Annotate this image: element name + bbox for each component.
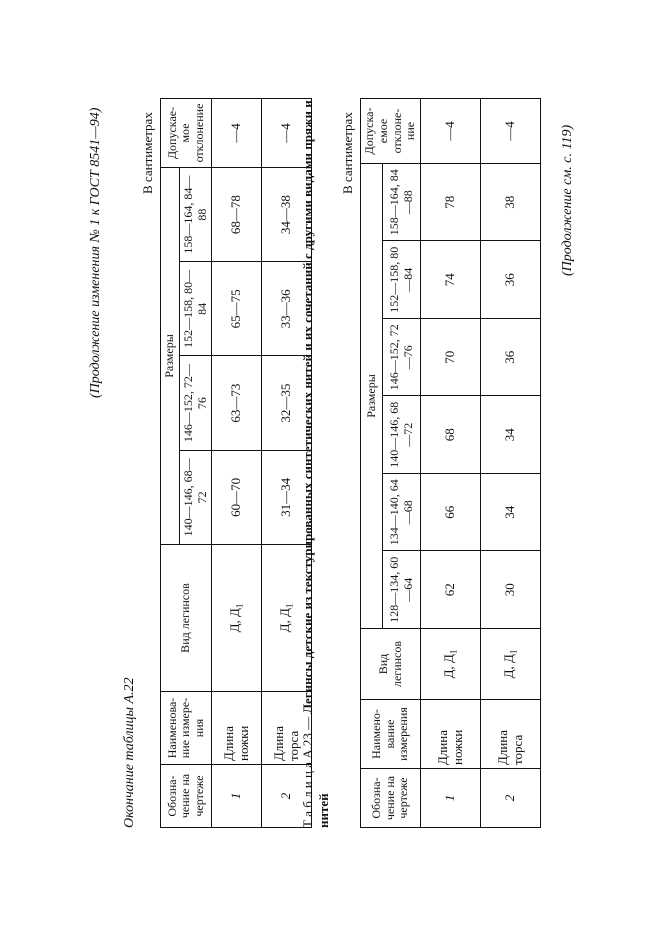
t2-r1-v1: 34 <box>481 474 541 552</box>
table-row <box>421 99 481 828</box>
t1-col-sizes: Размеры <box>161 168 180 545</box>
t1-r1-name: Длина торса <box>262 692 312 765</box>
t2-r0-num: 1 <box>421 769 481 828</box>
table-a23 <box>360 98 541 828</box>
t2-r1-v4: 36 <box>481 241 541 319</box>
t2-col-name: Наимено-вание измерения <box>361 700 421 769</box>
t2-size-1: 134—140, 64—68 <box>383 474 421 552</box>
table-row <box>481 99 541 828</box>
t2-r0-v2: 68 <box>421 396 481 474</box>
header-continuation: (Продолжение изменения № 1 к ГОСТ 8541—94) <box>88 107 103 398</box>
t1-r0-type-sub: 1 <box>235 603 246 609</box>
t2-r0-name: Длина ножки <box>421 700 481 769</box>
t1-r0-num: 1 <box>212 765 262 828</box>
t2-r1-v5: 38 <box>481 164 541 242</box>
footer-continuation: (Продолжение см. с. 119) <box>560 124 575 276</box>
t1-r0-type: Д, Д <box>227 608 243 633</box>
t2-r1-v2: 34 <box>481 396 541 474</box>
t1-r0-v2: 65—75 <box>212 262 262 356</box>
t2-r1-v0: 30 <box>481 551 541 629</box>
t2-r1-num: 2 <box>481 769 541 828</box>
t1-r1-v2: 33—36 <box>262 262 312 356</box>
t2-r0-type: Д, Д <box>441 654 457 679</box>
t2-r1-type: Д, Д <box>501 654 517 679</box>
t2-size-0: 128—134, 60—64 <box>383 551 421 629</box>
t2-size-4: 152—158, 80—84 <box>383 241 421 319</box>
t2-col-tolerance: Допуска-емое отклоне-ние <box>361 99 421 164</box>
table2-caption-prefix: Т а б л и ц а А.23 — <box>300 716 315 828</box>
t2-r0-v1: 66 <box>421 474 481 552</box>
t2-col-sizes: Размеры <box>361 164 383 629</box>
t2-r0-type-cell <box>421 629 481 700</box>
t2-r0-v4: 74 <box>421 241 481 319</box>
t2-size-5: 158—164, 84—88 <box>383 164 421 242</box>
t1-r0-v1: 63—73 <box>212 356 262 450</box>
t2-r0-tol: —4 <box>421 99 481 164</box>
t1-r0-v0: 60—70 <box>212 450 262 544</box>
table2-caption <box>300 98 332 828</box>
t2-size-3: 146—152, 72—76 <box>383 319 421 397</box>
t1-size-3: 158—164, 84—88 <box>179 168 212 262</box>
table1-unit: В сантиметрах <box>140 112 155 194</box>
t1-r0-v3: 68—78 <box>212 168 262 262</box>
t1-r0-type-cell <box>212 545 262 692</box>
t2-r1-type-cell <box>481 629 541 700</box>
table1-end-label: Окончание таблицы А.22 <box>122 677 137 828</box>
t2-r1-v3: 36 <box>481 319 541 397</box>
t1-r1-tol: —4 <box>262 99 312 168</box>
t1-size-1: 146—152, 72—76 <box>179 356 212 450</box>
t2-size-2: 140—146, 68—72 <box>383 396 421 474</box>
t1-r1-type-sub: 1 <box>285 603 296 609</box>
t1-size-2: 152—158, 80—84 <box>179 262 212 356</box>
t2-r0-type-sub: 1 <box>448 649 459 655</box>
t1-col-designation: Обозна-чение на чертеже <box>161 765 212 828</box>
t2-r1-type-sub: 1 <box>508 649 519 655</box>
t1-r1-v0: 31—34 <box>262 450 312 544</box>
t1-col-name: Наименова-ние измере-ния <box>161 692 212 765</box>
t2-col-type: Вид легинсов <box>361 629 421 700</box>
t1-col-type: Вид легинсов <box>161 545 212 692</box>
t2-r0-v0: 62 <box>421 551 481 629</box>
t1-r1-v3: 34—38 <box>262 168 312 262</box>
t1-r1-type: Д, Д <box>277 608 293 633</box>
table-row <box>212 99 262 828</box>
t1-r1-num: 2 <box>262 765 312 828</box>
t1-r1-v1: 32—35 <box>262 356 312 450</box>
t1-r0-name: Длина ножки <box>212 692 262 765</box>
t2-r1-tol: —4 <box>481 99 541 164</box>
t1-size-0: 140—146, 68—72 <box>179 450 212 544</box>
t1-r0-tol: —4 <box>212 99 262 168</box>
table-a22 <box>160 98 312 828</box>
t2-col-designation: Обозна-чение на чертеже <box>361 769 421 828</box>
table2-caption-title: Легинсы детские из текстурированных синтетических нитей и их сочетаний с другими видами пряжи и нитей <box>300 100 331 828</box>
t2-r1-name: Длина торса <box>481 700 541 769</box>
t2-r0-v3: 70 <box>421 319 481 397</box>
t2-r0-v5: 78 <box>421 164 481 242</box>
table2-unit: В сантиметрах <box>340 112 355 194</box>
t1-col-tolerance: Допускае-мое отклонение <box>161 99 212 168</box>
